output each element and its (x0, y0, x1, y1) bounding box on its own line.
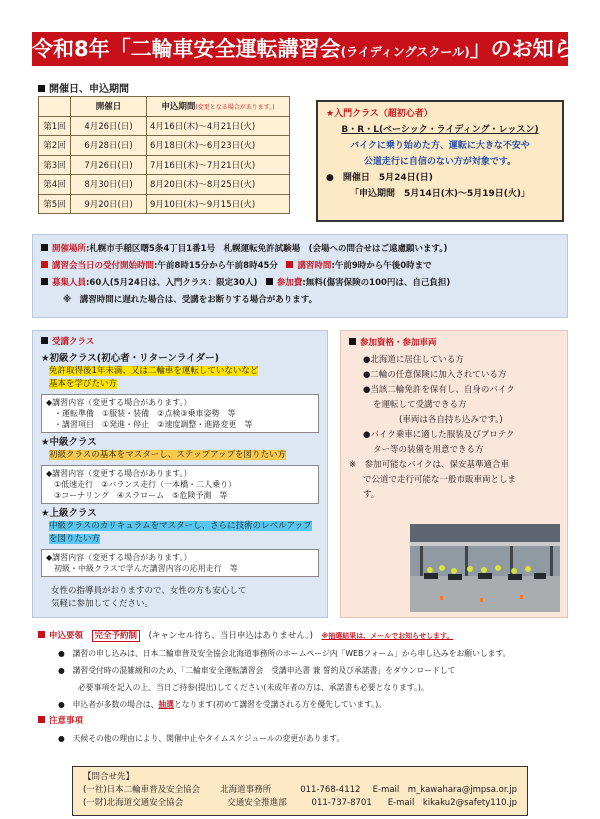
contact-heading: 【問合せ先】 (83, 772, 135, 782)
entry-program: B・R・L(ベーシック・ライディング・レッスン) (341, 125, 539, 135)
qual-item-3-3: (車両は各自持ち込みです。) (399, 415, 503, 425)
square-bullet-icon (38, 716, 45, 723)
info-time-row (41, 258, 559, 275)
row-date: 9月20日(日) (71, 194, 147, 214)
table-row (39, 155, 290, 175)
schedule-col-period (147, 97, 290, 117)
row-date: 4月26日(日) (71, 116, 147, 136)
line3-post: となります(初めて講習を受講される方を優先しています。)。 (173, 700, 387, 709)
capacity-label: 募集人員 (52, 278, 87, 288)
contact-mail[interactable]: E-mail m_kawahara@jmpsa.or.jp (372, 785, 517, 795)
course-box (32, 330, 328, 618)
row-date: 8月30日(日) (71, 175, 147, 195)
title-text-b: 」のお知らせ (469, 37, 596, 61)
application-line-2-2: 必要事項を記入の上、当日ご持参(提出)してください(未成年者の方は、承諾書も必要となります。)。 (78, 683, 429, 692)
row-period: 9月10日(木)～9月15日(火) (147, 194, 290, 214)
square-bullet-icon (41, 278, 48, 285)
mid-detail (41, 465, 319, 504)
table-row (39, 194, 290, 214)
time-value: :午前9時から午後0時まで (331, 261, 432, 271)
course-heading (41, 336, 319, 349)
mid-title: ★中級クラス (41, 437, 97, 448)
entry-desc-2: 公道走行に自信のない方が対象です。 (363, 157, 517, 167)
info-note: ※ 講習時間に遅れた場合は、受講をお断りする場合があります。 (63, 295, 318, 305)
course-heading-text: 受講クラス (52, 337, 95, 347)
qualification-heading-text: 参加資格・参加車両 (360, 338, 437, 348)
entry-title: ★入門クラス（超初心者） (326, 109, 433, 119)
qual-item-3-2: を運転して受講できる方 (373, 400, 467, 410)
contact-org: (一財)北海道交通安全協会 (83, 798, 184, 808)
application-line-1: ● 講習の申し込みは、日本二輪車普及安全協会北海道事務所のホームページ内「WEBフォーム」から申し込みをお願いします。 (58, 649, 511, 658)
row-period: 7月16日(木)～7月21日(火) (147, 155, 290, 175)
application-section (38, 628, 568, 747)
title-text-small: (ライディングスクール) (340, 45, 470, 59)
fee-label: 参加費 (276, 278, 303, 288)
schedule-heading (38, 80, 129, 95)
info-capacity-row (41, 275, 559, 292)
result-note: ※抽選結果は、メールでお知らせします。 (321, 632, 454, 640)
square-bullet-icon (41, 244, 48, 251)
square-bullet-icon (349, 338, 356, 345)
row-period: 8月20日(木)～8月25日(火) (147, 175, 290, 195)
mid-desc: 初級クラスの基本をマスターし、ステップアップを図りたい方 (49, 450, 286, 460)
info-place-row (41, 241, 559, 258)
title-text-a: 令和8年「二輪車安全運転講習会 (32, 37, 341, 61)
contact-org: (一社)日本二輪車普及安全協会 (83, 785, 201, 795)
qual-note-1: ※ 参加可能なバイクは、保安基準適合車 (349, 460, 509, 470)
row-num: 第2回 (39, 136, 71, 156)
reception-label: 講習会当日の受付開始時間 (52, 261, 155, 271)
table-row (39, 136, 290, 156)
qual-item-3-1: ●当該二輪免許を保有し、自身のバイク (363, 385, 515, 395)
row-num: 第3回 (39, 155, 71, 175)
row-num: 第4回 (39, 175, 71, 195)
adv-detail-1: ◆講習内容（変更する場合があります。） (46, 553, 192, 562)
fee-value: :無料(傷害保険の100円は、自己負担) (302, 278, 451, 288)
info-box (32, 234, 568, 318)
contact-box (72, 766, 528, 816)
qual-item-4-1: ●バイク乗車に適した服装及びプロテク (363, 430, 515, 440)
beginner-desc-2: 基本を学びたい方 (49, 379, 118, 389)
contact-dept: 北海道事務所 (220, 785, 272, 795)
contact-row (83, 784, 517, 797)
application-line-3 (38, 696, 568, 713)
square-bullet-icon (286, 261, 293, 268)
course-footer (41, 585, 319, 611)
beginner-detail (41, 394, 319, 433)
qual-note-2: で公道で走行可能な一般市販車両としま (363, 475, 517, 485)
contact-dept: 交通安全推進部 (227, 798, 287, 808)
square-bullet-icon (41, 337, 48, 344)
place-label: 開催場所 (52, 244, 87, 254)
entry-date: ● 開催日 5月24日(日) (326, 173, 433, 183)
caution-label: 注意事項 (49, 716, 84, 726)
application-label: 申込要領 (49, 631, 84, 641)
adv-detail-2: 初級・中級クラスで学んだ講習内容の応用走行 等 (54, 564, 238, 573)
square-bullet-icon (38, 631, 45, 638)
row-num: 第1回 (39, 116, 71, 136)
mid-detail-3: ③コーナリング ④スラローム ⑤危険予測 等 (54, 491, 228, 500)
reception-value: :午前8時15分から午前8時45分 (154, 261, 278, 271)
adv-desc-1: 中級クラスのカリキュラムをマスターし、さらに技術のレベルアップ (49, 521, 312, 531)
beginner-detail-2: ・運転準備 ①服装・装備 ②点検③乗車姿勢 等 (54, 409, 236, 418)
period-header-note: (変更となる場合があります。) (195, 104, 275, 112)
no-cancel-text: (キャンセル待ち、当日申込はありません。) (148, 631, 313, 641)
entry-period: 「申込期間 5月14日(木)～5月19日(火)」 (349, 189, 531, 199)
contact-mail[interactable]: E-mail kikaku2@safety110.jp (387, 798, 517, 808)
course-photo (410, 524, 560, 612)
lottery-text: 抽選 (158, 700, 174, 709)
table-row (39, 175, 290, 195)
caution-row (38, 713, 568, 730)
adv-title: ★上級クラス (41, 508, 97, 519)
adv-desc-2: を図りたい方 (49, 534, 101, 544)
table-row (39, 116, 290, 136)
time-label: 講習時間 (297, 261, 332, 271)
course-footer-2: 気軽に参加してください。 (51, 599, 154, 609)
row-period: 4月16日(木)～4月21日(火) (147, 116, 290, 136)
contact-row (83, 797, 517, 810)
entry-class-box (316, 100, 564, 222)
square-bullet-icon (38, 85, 45, 92)
row-date: 7月26日(日) (71, 155, 147, 175)
schedule-header-row (39, 97, 290, 117)
square-bullet-icon (41, 261, 48, 268)
place-value: :札幌市手稲区曙5条4丁目1番1号 札幌運転免許試験場 (会場への問合せはご遠慮願います。) (86, 244, 448, 254)
beginner-title: ★初級クラス(初心者・リターンライダー) (41, 353, 219, 364)
mid-detail-2: ①低速走行 ②バランス走行（一本橋・二人乗り） (54, 480, 237, 489)
page-title (32, 32, 596, 66)
contact-tel: 011-768-4112 (300, 785, 361, 795)
course-footer-1: 女性の指導員がおりますので、女性の方も安心して (51, 586, 247, 596)
schedule-col-date: 開催日 (71, 97, 147, 117)
adv-detail (41, 549, 319, 577)
line3-pre: ● 申込者が多数の場合は、 (58, 700, 159, 709)
square-bullet-icon (266, 278, 273, 285)
contact-tel: 011-737-8701 (311, 798, 372, 808)
beginner-detail-1: ◆講習内容（変更する場合があります。） (46, 398, 192, 407)
row-num: 第5回 (39, 194, 71, 214)
row-period: 6月18日(木)～6月23日(火) (147, 136, 290, 156)
application-row (38, 628, 568, 645)
application-line-2-1: ● 講習受付時の混雑緩和のため、「二輪車安全運転講習会 受講申込書 兼 誓約及び承諾書」をダウンロードして (58, 666, 456, 675)
period-header-text: 申込期間 (161, 102, 196, 113)
schedule-heading-text: 開催日、申込期間 (49, 84, 129, 95)
entry-desc-1: バイクに乗り始めた方、運転に大きな不安や (350, 141, 530, 151)
mid-detail-1: ◆講習内容（変更する場合があります。） (46, 469, 192, 478)
schedule-col-empty (39, 97, 71, 117)
reservation-badge: 完全予約制 (92, 630, 141, 642)
row-date: 6月28日(日) (71, 136, 147, 156)
beginner-detail-3: ・講習項目 ①発進・停止 ②速度調整・進路変更 等 (54, 420, 253, 429)
caution-line-1: ● 天候その他の理由により、開催中止やタイムスケジュールの変更があります。 (58, 734, 345, 743)
qual-item-1: ●北海道に居住している方 (363, 355, 464, 365)
qualification-heading (349, 336, 559, 351)
schedule-table (38, 96, 290, 214)
capacity-value: :60人(5月24日は、入門クラス：限定30人) (86, 278, 258, 288)
qual-note-3: す。 (363, 490, 380, 500)
qual-item-2: ●二輪の任意保険に加入されている方 (363, 370, 507, 380)
qual-item-4-2: ター等の装備を用意できる方 (373, 445, 484, 455)
beginner-desc-1: 免許取得後1年未満、又は二輪車を運転していないなど (49, 366, 259, 376)
